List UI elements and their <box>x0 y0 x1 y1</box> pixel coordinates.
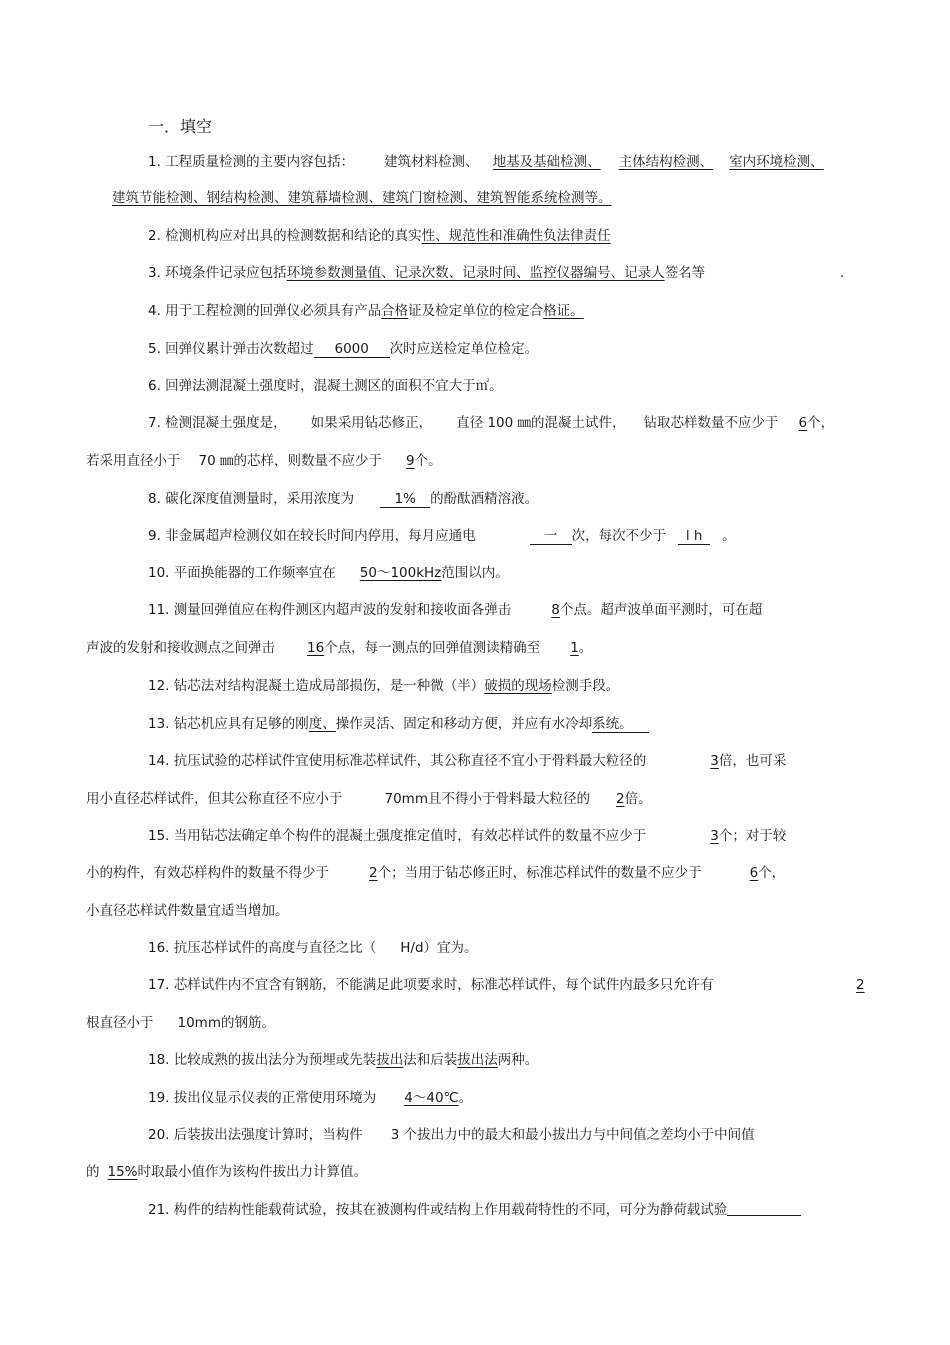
question-text-3: 声波的发射和接收测点之间弹击 <box>86 640 275 656</box>
question-text-4: 个点，每一测点的回弹值测读精确至 <box>324 640 541 656</box>
question-3-period: . <box>840 265 845 281</box>
question-10 <box>148 563 509 583</box>
question-11-line-2 <box>86 638 592 658</box>
question-text: 5. 回弹仪累计弹击次数超过 <box>148 341 314 357</box>
question-text-mid: 证及检定单位的检定合 <box>408 303 544 319</box>
answer-continued: 建筑节能检测、钢结构检测、建筑幕墙检测、建筑门窗检测、建筑智能系统检测等。 <box>112 190 612 206</box>
answer-1: 3 <box>710 828 719 844</box>
question-text: 16. 抗压芯样试件的高度与直径之比（ <box>148 940 377 956</box>
question-text-mid: 操作灵活、固定和移动方便，并应有水冷却 <box>335 716 593 732</box>
question-15-line-2 <box>86 863 785 883</box>
question-text: 8. 碳化深度值测量时，采用浓度为 <box>148 491 355 507</box>
question-text-2: 倍，也可采 <box>718 753 787 769</box>
question-text-tail: 。 <box>458 1090 473 1106</box>
question-text-7: 70 ㎜的芯样，则数量不应少于 <box>198 453 382 469</box>
answer-3: 主体结构检测、 <box>618 154 714 170</box>
answer: 15% <box>107 1164 138 1180</box>
question-text-tail: 两种。 <box>497 1052 539 1068</box>
question-text: 1. 工程质量检测的主要内容包括： <box>148 154 355 170</box>
answer-2: 2 <box>369 865 378 881</box>
answer-2: 70mm <box>384 791 428 807</box>
answer-blank <box>727 1201 801 1216</box>
question-18 <box>148 1050 538 1070</box>
question-13 <box>148 714 649 734</box>
answer: H/d <box>400 940 424 956</box>
question-7-line-2 <box>86 451 442 471</box>
question-4 <box>148 301 584 321</box>
question-text-5: 个， <box>758 865 786 881</box>
answer-2: 地基及基础检测、 <box>492 154 601 170</box>
answer-1: 8 <box>551 602 560 618</box>
answer: 4～40℃ <box>404 1090 459 1106</box>
answer: 性、规范性和准确性负法律责任 <box>421 228 611 244</box>
question-text: 17. 芯样试件内不宜含有钢筋，不能满足此项要求时，标准芯样试件，每个试件内最多只允许有 <box>148 977 714 993</box>
question-text: 10. 平面换能器的工作频率宜在 <box>148 565 336 581</box>
question-text: 11. 测量回弹值应在构件测区内超声波的发射和接收面各弹击 <box>148 602 512 618</box>
question-text-3: 。 <box>722 528 736 544</box>
answer-1: 度、 <box>308 716 336 732</box>
question-7-line-1 <box>148 413 834 433</box>
question-text-tail: 的酚酞酒精溶液。 <box>430 491 539 507</box>
question-21 <box>148 1200 801 1220</box>
question-text-6: 若采用直径小于 <box>86 453 181 469</box>
answer-1: 3 <box>710 753 719 769</box>
question-text: 9. 非金属超声检测仪如在较长时间内停用，每月应通电 <box>148 528 476 544</box>
question-text-3: 用小直径芯样试件，但其公称直径不应小于 <box>86 791 343 807</box>
question-text-3: 的钢筋。 <box>220 1015 275 1031</box>
question-17-line-2 <box>86 1013 275 1033</box>
question-text: 6. 回弹法测混凝土强度时，混凝土测区的面积不宜大于㎡。 <box>148 378 503 394</box>
question-text-2: 3 个拔出力中的最大和最小拔出力与中间值之差均小于中间值 <box>390 1127 755 1143</box>
question-text-3: 小的构件，有效芯样构件的数量不得少于 <box>86 865 329 881</box>
question-12 <box>148 676 619 696</box>
question-text-tail: 检测手段。 <box>551 678 620 694</box>
question-20-line-2 <box>86 1162 367 1182</box>
question-text-4: 且不得小于骨料最大粒径的 <box>427 791 590 807</box>
question-text: 14. 抗压试验的芯样试件宜使用标准芯样试件，其公称直径不宜小于骨料最大粒径的 <box>148 753 647 769</box>
question-text-8: 个。 <box>414 453 442 469</box>
question-text: 15. 当用钻芯法确定单个构件的混凝土强度推定值时，有效芯样试件的数量不应少于 <box>148 828 647 844</box>
question-text-3: 直径 100 ㎜的混凝土试件， <box>456 415 626 431</box>
question-3 <box>148 263 705 283</box>
question-text: 19. 拔出仪显示仪表的正常使用环境为 <box>148 1090 377 1106</box>
answer-1: 建筑材料检测、 <box>384 154 479 170</box>
question-17-line-1 <box>148 975 714 995</box>
question-text-5: 倍。 <box>624 791 652 807</box>
question-text-tail: 范围以内。 <box>441 565 509 581</box>
question-text-4: 钻取芯样数量不应少于 <box>643 415 779 431</box>
question-8 <box>148 489 538 509</box>
answer: 50～100kHz <box>359 565 442 581</box>
question-text: 20. 后装拔出法强度计算时，当构件 <box>148 1127 363 1143</box>
answer-1: 合格 <box>381 303 409 319</box>
question-text-2: 次，每次不少于 <box>571 528 667 544</box>
question-text-tail: 次时应送检定单位检定。 <box>389 341 539 357</box>
question-text-2: 根直径小于 <box>86 1015 154 1031</box>
answer-1: 一 <box>530 528 572 545</box>
question-text-4: 时取最小值作为该构件拔出力计算值。 <box>137 1164 368 1180</box>
question-6 <box>148 376 503 396</box>
answer-3: 6 <box>749 865 759 881</box>
question-text-tail: ）宜为。 <box>423 940 478 956</box>
answer-2: 16 <box>307 640 325 656</box>
question-11-line-1 <box>148 600 762 620</box>
question-17-answer-1 <box>856 975 865 995</box>
answer-2: 系统。 <box>592 716 649 733</box>
question-text: 21. 构件的结构性能载荷试验，按其在被测构件或结构上作用载荷特性的不同，可分为静荷载试验 <box>148 1202 728 1218</box>
question-text: 13. 钻芯机应具有足够的刚 <box>148 716 309 732</box>
question-15-line-3 <box>86 901 289 921</box>
question-5 <box>148 339 538 359</box>
answer-2: 10mm <box>177 1015 221 1031</box>
question-2 <box>148 226 611 246</box>
question-text-mid: 法和后装 <box>403 1052 458 1068</box>
question-1-line-2 <box>112 188 612 208</box>
question-20-line-1 <box>148 1125 755 1145</box>
question-16 <box>148 938 478 958</box>
answer: 6000 <box>314 341 390 358</box>
question-text-4: 个；当用于钻芯修正时，标准芯样试件的数量不应少于 <box>377 865 702 881</box>
question-14-line-2 <box>86 789 652 809</box>
question-text-6: 小直径芯样试件数量宜适当增加。 <box>86 903 289 919</box>
question-text-2: 如果采用钻芯修正， <box>310 415 433 431</box>
answer-1: 拔出 <box>376 1052 404 1068</box>
answer-2: 格证。 <box>543 303 584 319</box>
answer-3: 2 <box>615 791 625 807</box>
question-text: 3. 环境条件记录应包括 <box>148 265 287 281</box>
answer: 破损的现场 <box>484 678 552 694</box>
answer-2: l h <box>678 528 710 545</box>
question-1-line-1 <box>148 152 824 172</box>
question-text-3: 的 <box>86 1164 100 1180</box>
question-text-2: 个；对于较 <box>718 828 787 844</box>
answer-3: 1 <box>570 640 579 656</box>
answer-4: 室内环境检测、 <box>729 154 824 170</box>
question-text-5: 。 <box>578 640 593 656</box>
answer: 1% <box>380 491 430 508</box>
question-19 <box>148 1088 472 1108</box>
answer-2: 9 <box>405 453 415 469</box>
question-text: 7. 检测混凝土强度是， <box>148 415 287 431</box>
answer-2: 拔出法 <box>457 1052 498 1068</box>
question-text: 4. 用于工程检测的回弹仪必须具有产品 <box>148 303 382 319</box>
question-text-5: 个， <box>807 415 835 431</box>
question-text-tail: 签名等 <box>664 265 706 281</box>
question-15-line-1 <box>148 826 786 846</box>
question-9 <box>148 526 736 546</box>
question-text: 2. 检测机构应对出具的检测数据和结论的真实 <box>148 228 422 244</box>
answer: 环境参数测量值、记录次数、记录时间、监控仪器编号、记录人 <box>286 265 665 281</box>
question-text: 12. 钻芯法对结构混凝土造成局部损伤，是一种微（半） <box>148 678 485 694</box>
answer-1: 2 <box>856 977 865 993</box>
answer-1: 6 <box>798 415 808 431</box>
question-text-2: 个点。超声波单面平测时，可在超 <box>559 602 763 618</box>
question-14-line-1 <box>148 751 786 771</box>
question-text: 18. 比较成熟的拔出法分为预埋或先装 <box>148 1052 377 1068</box>
section-title: 一．填空 <box>148 117 213 136</box>
